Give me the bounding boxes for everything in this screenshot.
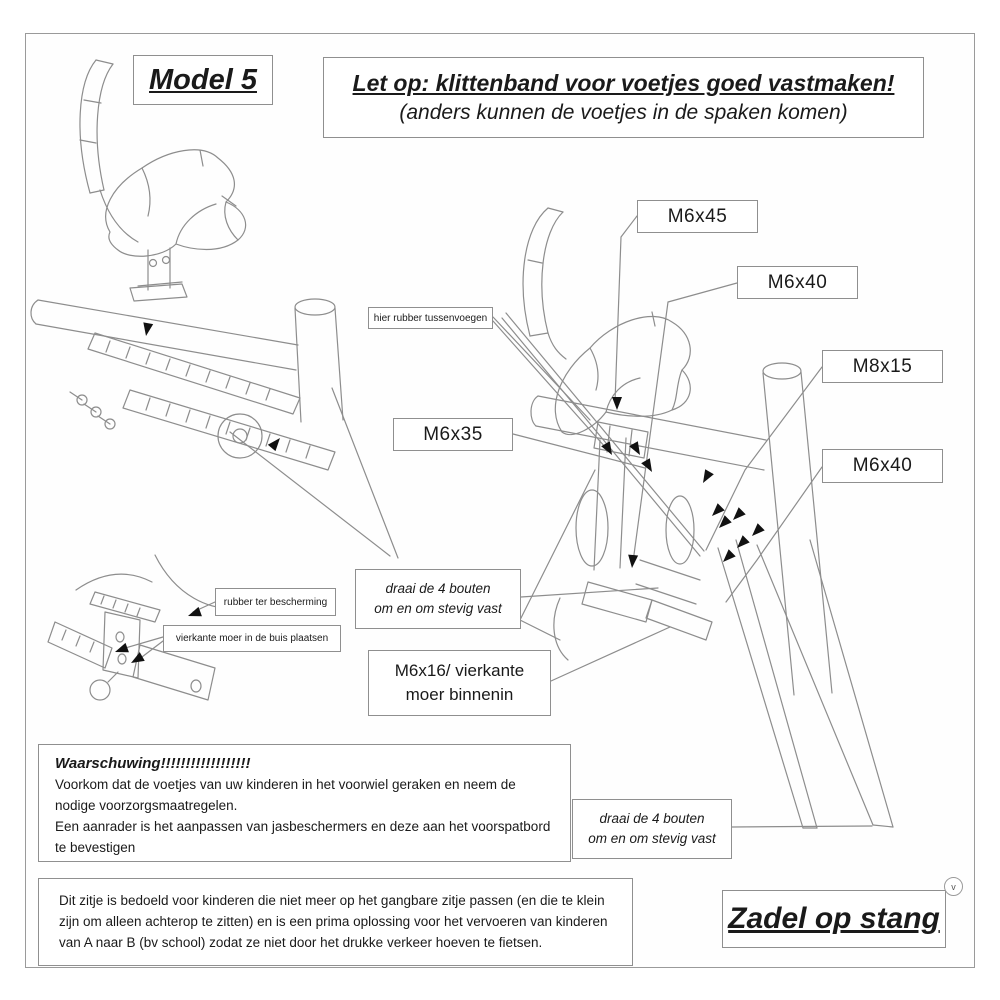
callout-m6x16-line1: M6x16/ vierkante [394,661,525,681]
callout-m6x40-bottom [822,449,943,483]
footer-title-box [722,890,946,948]
callout-m6x16 [368,650,551,716]
version-badge [944,877,963,896]
callout-vierkante-moer-text: vierkante moer in de buis plaatsen [175,633,329,644]
callout-draai-bottom-line1: draai de 4 bouten [599,810,705,826]
right-assembly-drawing [502,205,893,828]
callout-m6x45 [637,200,758,233]
footer-title: Zadel op stang [728,902,940,935]
callout-draai-bottom [572,799,732,859]
callout-m6x35 [393,418,513,451]
callout-m6x40-top [737,266,858,299]
notice-line2: (anders kunnen de voetjes in de spaken komen) [399,100,848,124]
info-line1: Dit zitje is bedoeld voor kinderen die niet meer op het gangbare zitje passen (en die te klein [59,893,605,908]
callout-hier-rubber [368,307,493,329]
callout-m6x45-text: M6x45 [667,205,728,227]
callout-hier-rubber-text: hier rubber tussenvoegen [373,312,488,324]
warning-line1: Voorkom dat de voetjes van uw kinderen in het voorwiel geraken en neem de [55,777,516,793]
callout-draai-top-line1: draai de 4 bouten [385,580,491,596]
version-mark: v [951,881,956,892]
callout-m8x15 [822,350,943,383]
callout-m6x35-text: M6x35 [423,423,483,445]
notice-box [323,57,924,138]
callout-m6x40-bottom-text: M6x40 [852,455,913,476]
callout-m6x40-top-text: M6x40 [767,271,828,293]
warning-box [38,744,571,862]
callout-lines [122,216,872,827]
callout-rubber-bescherming [215,588,336,616]
info-box [38,878,633,966]
warning-line2: nodige voorzorgsmaatregelen. [55,798,238,814]
callout-draai-top-line2: om en om stevig vast [374,601,502,616]
model-title: Model 5 [149,63,257,96]
callout-draai-bottom-line2: om en om stevig vast [588,831,716,846]
warning-line3: Een aanrader is het aanpassen van jasbeschermers en deze aan het voorspatbord [55,819,551,835]
warning-title: Waarschuwing!!!!!!!!!!!!!!!!!! [55,755,251,772]
callout-vierkante-moer [163,625,341,652]
info-line2: zijn om alleen achterop te zitten) en is een prima oplossing voor het vervoeren van kinderen [59,913,608,929]
info-line3: van A naar B (bv school) zodat ze niet door het drukke verkeer hoeven te fietsen. [59,934,543,950]
callout-m6x16-line2: moer binnenin [405,685,514,704]
callout-draai-top [355,569,521,629]
model-title-box [133,55,273,105]
notice-line1: Let op: klittenband voor voetjes goed vastmaken! [352,69,895,96]
warning-line4: te bevestigen [55,840,136,856]
callout-m8x15-text: M8x15 [852,355,913,377]
callout-rubber-bescherming-text: rubber ter bescherming [223,596,328,608]
